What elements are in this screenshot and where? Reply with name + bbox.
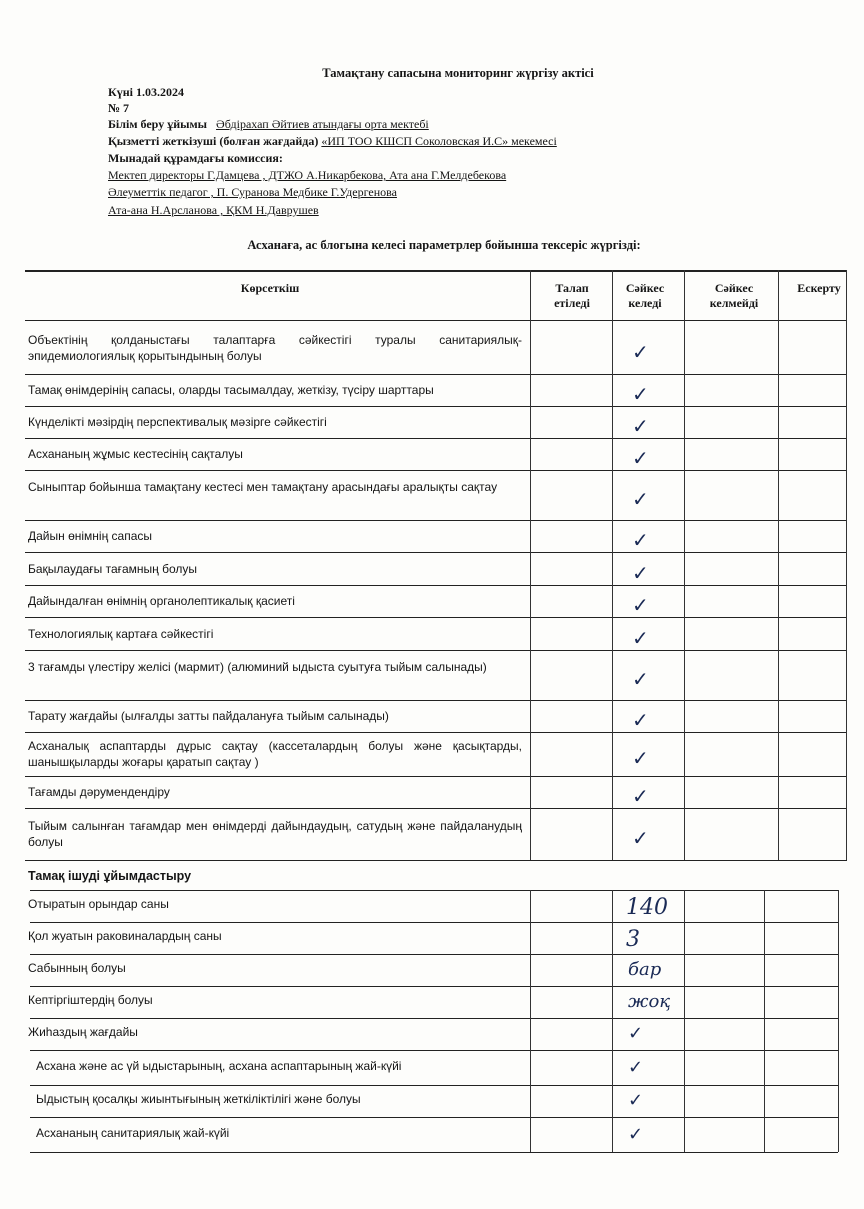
organization-line — [108, 117, 429, 132]
indicator-text: Жиһаздың жағдайы — [28, 1025, 138, 1039]
commission-line-2: Әлеуметтік педагог , П. Суранова Медбике Г.Удергенова — [108, 185, 397, 199]
check-mark: ✓ — [632, 746, 649, 770]
check-mark: ✓ — [632, 382, 649, 406]
header-complies: Сәйкес келеді — [625, 281, 665, 310]
commission-label: Мынадай құрамдағы комиссия: — [108, 151, 283, 165]
row-border — [30, 1152, 838, 1153]
handwritten-value: бар — [628, 959, 662, 980]
commission-line-3: Ата-ана Н.Арсланова , ҚКМ Н.Даврушев — [108, 203, 319, 217]
row-border — [25, 406, 847, 407]
check-mark: ✓ — [632, 625, 649, 650]
section-title: Асханаға, ас блогына келесі параметрлер бойынша тексеріс жүргізді: — [247, 238, 641, 252]
check-mark: ✓ — [632, 826, 649, 850]
indicator-text: Тарату жағдайы (ылғалды затты пайдалануға тыйым салынады) — [28, 709, 389, 723]
row-border — [25, 650, 847, 651]
check-mark: ✓ — [632, 708, 649, 732]
column-border — [612, 270, 613, 860]
check-mark: ✓ — [632, 784, 649, 808]
handwritten-value: ✓ — [628, 1056, 644, 1078]
indicator-text: 3 тағамды үлестіру желісі (мармит) (алюминий ыдыста суытуға тыйым салынады) — [28, 660, 487, 674]
table-top-border — [25, 270, 847, 272]
check-mark: ✓ — [632, 528, 649, 552]
row-border — [25, 470, 847, 471]
row-border — [25, 438, 847, 439]
header-note: Ескерту — [797, 281, 841, 295]
row-border — [25, 776, 847, 777]
column-border — [764, 890, 765, 1152]
row-border — [30, 922, 838, 923]
indicator-text: Бақылаудағы тағамның болуы — [28, 561, 198, 576]
indicator-text: Қол жуатын раковиналардың саны — [28, 929, 222, 943]
row-border — [30, 986, 838, 987]
indicator-text: Дайын өнімнің сапасы — [28, 529, 153, 543]
column-border — [684, 890, 685, 1152]
row-border — [30, 1050, 838, 1051]
indicator-text: Асханалық аспаптарды дұрыс сақтау (кассеталардың болуы және қасықтарды, шанышқыларды жоғары қаратып сақтау ) — [28, 739, 522, 769]
column-border — [838, 890, 839, 1152]
row-border — [30, 954, 838, 955]
check-mark: ✓ — [632, 593, 649, 617]
indicator-text: Отыратын орындар саны — [28, 897, 169, 911]
row-border — [30, 1085, 838, 1086]
indicator-text: Тағамды дәрумендендіру — [28, 785, 170, 799]
number-line: № 7 — [108, 101, 130, 115]
indicator-text: Дайындалған өнімнің органолептикалық қасиеті — [28, 594, 295, 608]
row-border — [25, 860, 847, 861]
header-indicator: Көрсеткіш — [240, 281, 300, 295]
check-mark: ✓ — [632, 560, 649, 585]
indicator-text: Асхана және ас үй ыдыстарының, асхана аспаптарының жай-күйі — [36, 1058, 402, 1073]
section2-title: Тамақ ішуді ұйымдастыру — [28, 869, 192, 883]
date-line: Күні 1.03.2024 — [108, 85, 184, 99]
row-border — [25, 552, 847, 553]
org-label: Білім беру ұйымы — [108, 117, 208, 131]
indicator-text: Сыныптар бойынша тамақтану кестесі мен тамақтану арасындағы аралықты сақтау — [28, 480, 498, 494]
document-title: Тамақтану сапасына мониторинг жүргізу актісі — [322, 66, 594, 80]
commission-line-1: Мектеп директоры Г.Дамцева , ДТЖО А.Никарбекова, Ата ана Г.Мелдебекова — [108, 168, 507, 182]
column-border — [778, 270, 779, 860]
check-mark: ✓ — [632, 667, 649, 691]
check-mark: ✓ — [632, 487, 649, 511]
row-border — [25, 808, 847, 809]
row-border — [30, 890, 838, 891]
header-bottom-border — [25, 320, 847, 321]
row-border — [25, 700, 847, 701]
row-border — [25, 585, 847, 586]
row-border — [30, 1117, 838, 1118]
row-border — [25, 732, 847, 733]
column-border — [530, 270, 531, 860]
handwritten-value: ✓ — [628, 1090, 644, 1111]
column-border — [846, 270, 847, 860]
check-mark: ✓ — [632, 446, 649, 470]
indicator-text: Күнделікті мәзірдің перспективалық мәзірге сәйкестігі — [28, 415, 327, 429]
indicator-text: Сабынның болуы — [28, 961, 126, 975]
check-mark: ✓ — [632, 340, 649, 364]
supplier-value: «ИП ТОО КШСП Соколовская И.С» мекемесі — [321, 134, 557, 148]
supplier-line — [108, 134, 557, 149]
indicator-text: Технологиялық картаға сәйкестігі — [28, 626, 214, 641]
handwritten-value: ✓ — [628, 1123, 644, 1145]
row-border — [30, 1018, 838, 1019]
handwritten-value: 3 — [626, 927, 640, 952]
column-border — [684, 270, 685, 860]
row-border — [25, 374, 847, 375]
indicator-text: Асхананың санитариялық жай-күйі — [36, 1125, 230, 1140]
indicator-text: Кептіргіштердің болуы — [28, 993, 153, 1007]
header-not-complies: Сәйкес келмейді — [709, 281, 759, 310]
check-mark: ✓ — [632, 414, 649, 438]
org-value: Әбдірахап Әйтиев атындағы орта мектебі — [216, 117, 429, 131]
header-required: Талап етіледі — [554, 281, 590, 310]
column-border — [612, 890, 613, 1152]
handwritten-value: ✓ — [628, 1023, 644, 1044]
row-border — [25, 617, 847, 618]
indicator-text: Тыйым салынған тағамдар мен өнімдерді дайындаудың, сатудың және пайдаланудың болуы — [28, 819, 522, 849]
indicator-text: Объектінің қолданыстағы талаптарға сәйкестігі туралы санитариялық-эпидемиологиялық қорытындының болуы — [28, 333, 522, 363]
row-border — [25, 520, 847, 521]
indicator-text: Тамақ өнімдерінің сапасы, оларды тасымалдау, жеткізу, түсіру шарттары — [28, 383, 434, 397]
supplier-label: Қызметті жеткізуші (болған жағдайда) — [108, 134, 319, 148]
indicator-text: Асхананың жұмыс кестесінің сақталуы — [28, 447, 243, 461]
handwritten-value: жоқ — [628, 991, 671, 1012]
indicator-text: Ыдыстың қосалқы жиынтығының жеткіліктілігі және болуы — [36, 1092, 361, 1106]
column-border — [530, 890, 531, 1152]
handwritten-value: 140 — [626, 895, 668, 920]
